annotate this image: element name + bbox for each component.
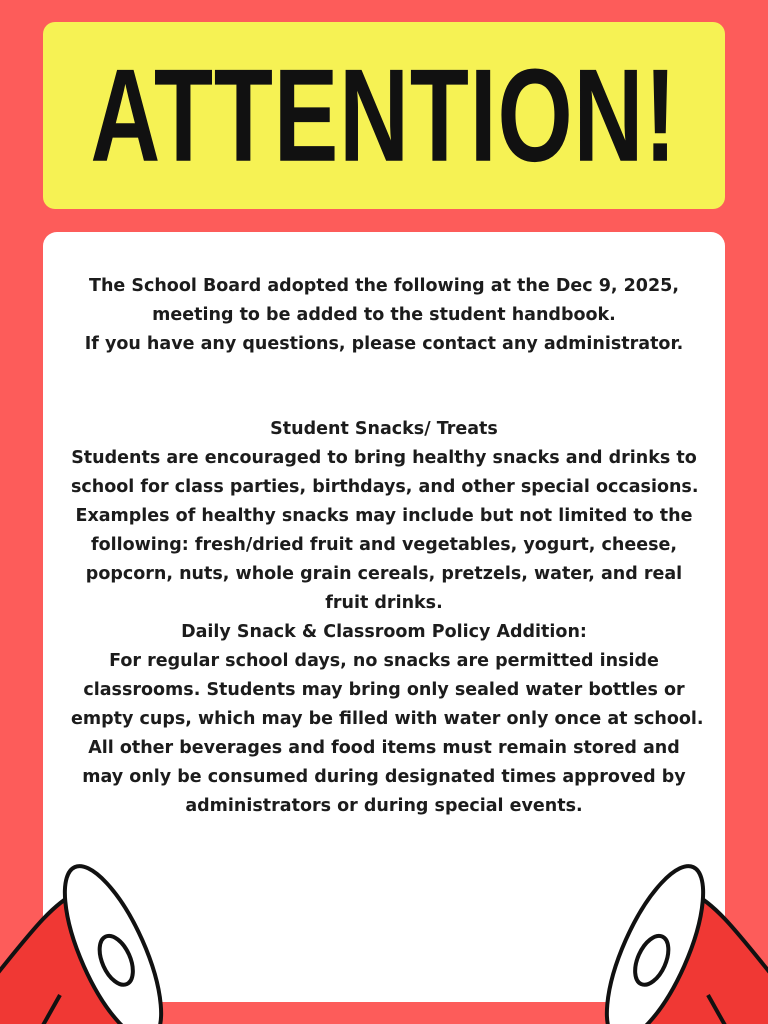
- section-heading: Student Snacks/ Treats: [270, 419, 498, 439]
- section-body-line: empty cups, which may be filled with water only once at school.: [71, 709, 704, 729]
- attention-banner: [43, 22, 725, 209]
- notice-text: [43, 272, 725, 821]
- megaphone-icon: [578, 795, 768, 1024]
- section-heading: Daily Snack & Classroom Policy Addition:: [181, 622, 587, 642]
- section-body-line: administrators or during special events.: [185, 796, 583, 816]
- section-body-line: may only be consumed during designated times approved by: [82, 767, 686, 787]
- section-body-line: For regular school days, no snacks are permitted inside: [109, 651, 659, 671]
- intro-line: meeting to be added to the student handbook.: [152, 305, 616, 325]
- section-body-line: All other beverages and food items must remain stored and: [88, 738, 680, 758]
- megaphone-icon: [0, 795, 190, 1024]
- section-body-line: classrooms. Students may bring only sealed water bottles or: [83, 680, 685, 700]
- intro-line: If you have any questions, please contact any administrator.: [84, 334, 684, 354]
- section-body-line: following: fresh/dried fruit and vegetables, yogurt, cheese,: [90, 535, 678, 555]
- intro-line: The School Board adopted the following at the Dec 9, 2025,: [89, 276, 679, 296]
- section-body-line: Examples of healthy snacks may include but not limited to the: [75, 506, 693, 526]
- section-body-line: school for class parties, birthdays, and other special occasions.: [71, 477, 699, 497]
- section-body-line: Students are encouraged to bring healthy snacks and drinks to: [71, 448, 697, 468]
- section-body-line: fruit drinks.: [325, 593, 443, 613]
- section-body-line: popcorn, nuts, whole grain cereals, pretzels, water, and real: [85, 564, 683, 584]
- banner-title: ATTENTION!: [90, 41, 678, 190]
- spacer: [71, 359, 697, 415]
